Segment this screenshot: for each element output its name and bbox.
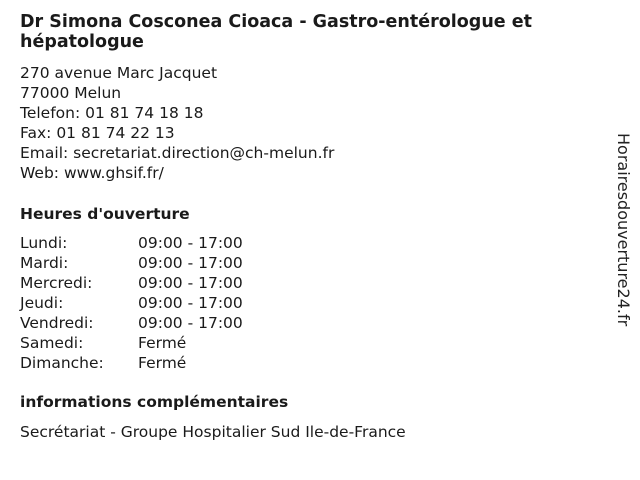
day-hours: 09:00 - 17:00 <box>138 274 243 292</box>
fax-number: Fax: 01 81 74 22 13 <box>20 124 175 142</box>
hours-row-jeudi <box>20 293 610 313</box>
email-address[interactable]: Email: secretariat.direction@ch-melun.fr <box>20 144 335 162</box>
hours-row-mardi <box>20 253 610 273</box>
hours-row-dimanche <box>20 353 610 373</box>
day-hours: Fermé <box>138 354 187 372</box>
day-hours: 09:00 - 17:00 <box>138 314 243 332</box>
day-label: Jeudi: <box>20 294 64 312</box>
opening-hours-heading: Heures d'ouverture <box>20 205 190 223</box>
hours-row-mercredi <box>20 273 610 293</box>
day-label: Lundi: <box>20 234 68 252</box>
additional-info-heading: informations complémentaires <box>20 393 289 411</box>
day-hours: 09:00 - 17:00 <box>138 294 243 312</box>
hours-row-vendredi <box>20 313 610 333</box>
day-label: Dimanche: <box>20 354 104 372</box>
day-label: Samedi: <box>20 334 84 352</box>
page-title: Dr Simona Cosconea Cioaca - Gastro-entérologue et hépatologue <box>20 12 532 52</box>
additional-info-text: Secrétariat - Groupe Hospitalier Sud Ile-de-France <box>20 423 406 441</box>
city-postal: 77000 Melun <box>20 84 122 102</box>
street-address: 270 avenue Marc Jacquet <box>20 64 218 82</box>
day-hours: 09:00 - 17:00 <box>138 254 243 272</box>
phone-number[interactable]: Telefon: 01 81 74 18 18 <box>20 104 204 122</box>
site-watermark: Horairesdouverture24.fr <box>614 133 633 327</box>
business-card <box>20 12 610 442</box>
day-label: Mercredi: <box>20 274 93 292</box>
web-address[interactable]: Web: www.ghsif.fr/ <box>20 164 164 182</box>
hours-row-lundi <box>20 233 610 253</box>
opening-hours-table <box>20 233 610 373</box>
day-label: Vendredi: <box>20 314 94 332</box>
hours-row-samedi <box>20 333 610 353</box>
day-hours: Fermé <box>138 334 187 352</box>
contact-block <box>20 63 610 183</box>
day-hours: 09:00 - 17:00 <box>138 234 243 252</box>
day-label: Mardi: <box>20 254 69 272</box>
